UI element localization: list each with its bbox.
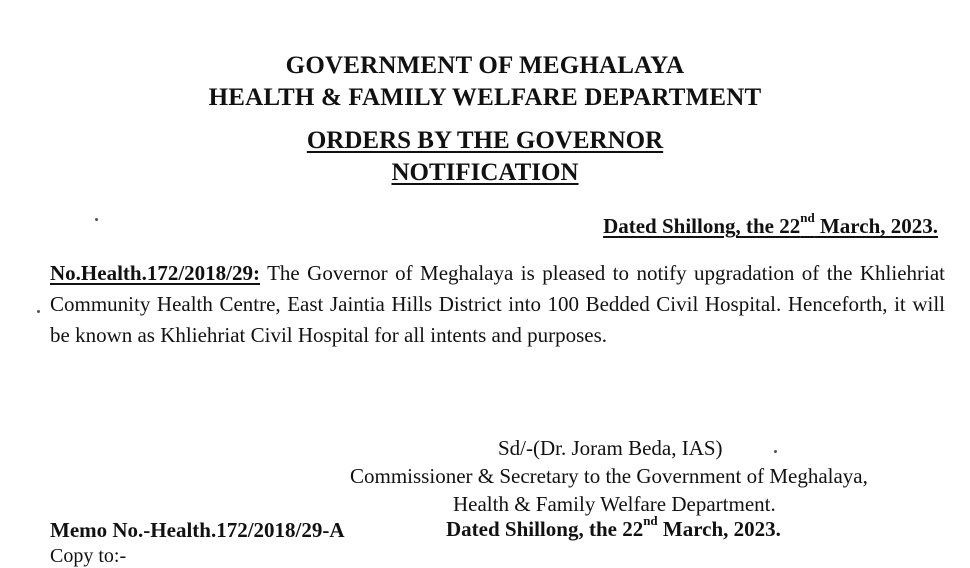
memo-dated-prefix: Dated Shillong, the 22	[446, 517, 644, 541]
dated-ordinal: nd	[800, 210, 815, 225]
dated-suffix: March, 2023.	[814, 214, 938, 238]
dated-line	[603, 210, 938, 239]
notification-heading-text: NOTIFICATION	[391, 159, 579, 186]
copy-to-label: Copy to:-	[50, 545, 127, 567]
scan-speck	[37, 310, 40, 313]
orders-heading-text: ORDERS BY THE GOVERNOR	[306, 127, 664, 154]
orders-heading	[0, 127, 970, 155]
signatory-department: Health & Family Welfare Department.	[453, 492, 776, 516]
notification-body	[50, 258, 945, 351]
scan-speck	[95, 218, 98, 221]
scan-speck	[774, 450, 777, 453]
memo-dated-ordinal: nd	[643, 513, 658, 528]
dated-prefix: Dated Shillong, the 22	[603, 214, 801, 238]
department-heading: HEALTH & FAMILY WELFARE DEPARTMENT	[208, 84, 762, 111]
signatory-designation: Commissioner & Secretary to the Government of Meghalaya,	[350, 464, 868, 488]
memo-dated-line	[446, 513, 781, 542]
notification-text: The Governor of Meghalaya is pleased to notify upgradation of the Khliehriat Community Health Centre, East Jaintia Hills District into 100 Bedded Civil Hospital. Henceforth, it will be known as Khliehriat Civil Hospital for all intents and purposes.	[50, 261, 945, 347]
notification-heading	[0, 159, 970, 187]
memo-number: Memo No.-Health.172/2018/29-A	[50, 518, 345, 542]
memo-dated-suffix: March, 2023.	[657, 517, 781, 541]
notification-reference: No.Health.172/2018/29:	[50, 261, 260, 285]
signatory-name: Sd/-(Dr. Joram Beda, IAS)	[498, 436, 723, 460]
government-heading: GOVERNMENT OF MEGHALAYA	[285, 52, 685, 79]
